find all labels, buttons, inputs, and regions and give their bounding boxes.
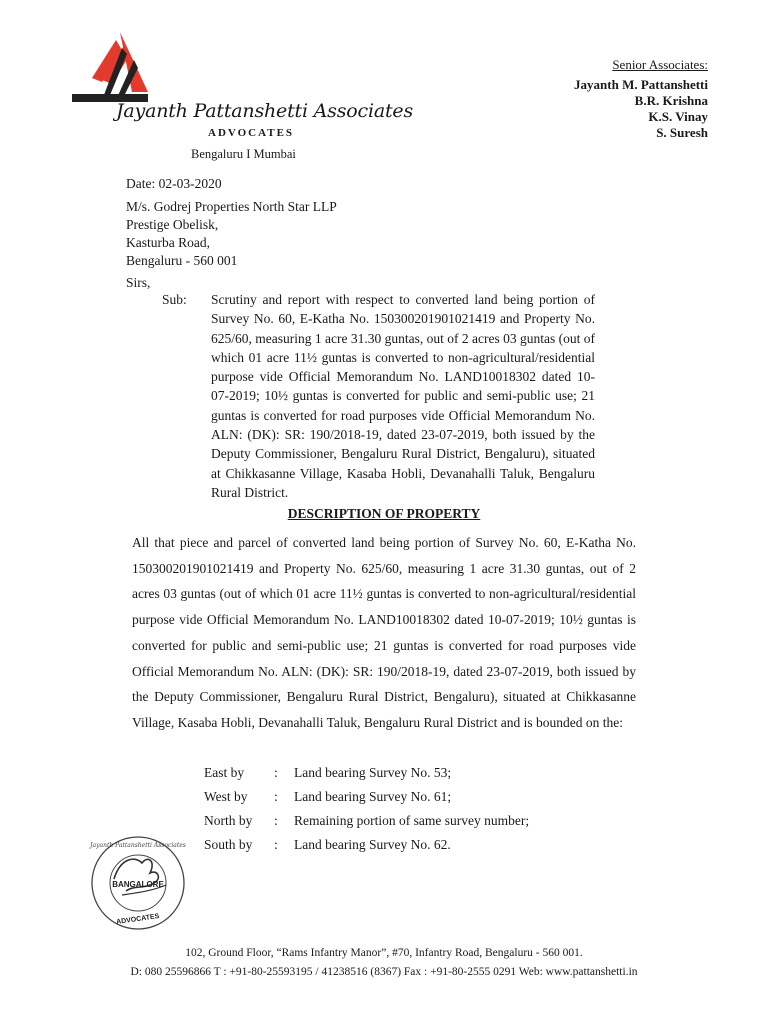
boundary-value: Land bearing Survey No. 53; — [294, 765, 452, 780]
senior-associate-name: B.R. Krishna — [634, 93, 708, 108]
recipient-line: Prestige Obelisk, — [126, 217, 219, 232]
advocates-seal-stamp — [86, 833, 196, 933]
firm-tagline: ADVOCATES — [208, 127, 295, 139]
recipient-line: Kasturba Road, — [126, 235, 210, 250]
senior-associate-name: S. Suresh — [656, 125, 708, 140]
footer-contact: D: 080 25596866 T : +91-80-25593195 / 41238516 (8367) Fax : +91-80-2555 0291 Web: www.pattanshetti.in — [130, 966, 638, 978]
boundary-colon: : — [274, 789, 278, 804]
firm-cities: Bengaluru I Mumbai — [191, 147, 296, 161]
boundary-value: Remaining portion of same survey number; — [294, 813, 530, 828]
senior-associates-heading: Senior Associates: — [612, 57, 708, 72]
description-text: All that piece and parcel of converted land being portion of Survey No. 60, E-Katha No. 150300201901021419 and Property No. 625/60, measuring 1 acre 31.30 guntas, out of 2 acres 03 guntas (out of which 01 acre 11½ guntas is converted to non-agricultural/residential purpose vide Official Memorandum No. LAND10018302 dated 10-07-2019; 10½ guntas is converted for public and semi-public use; 21 guntas is converted for road purposes vide Official Memorandum No. ALN: (DK): SR: 190/2018-19, dated 23-07-2019, both issued by the Deputy Commissioner, Bengaluru Rural District, Bengaluru), situated at Chikkasanne Village, Kasaba Hobli, Devanahalli Taluk, Bengaluru Rural District and is bounded on the: — [132, 535, 636, 730]
boundary-row — [204, 765, 451, 781]
subject-label: Sub: — [162, 292, 187, 307]
boundary-direction: West by — [204, 789, 248, 804]
seal-bottom-text: ADVOCATES — [115, 913, 160, 927]
recipient-line: Bengaluru - 560 001 — [126, 253, 238, 268]
boundary-colon: : — [274, 837, 278, 852]
boundary-value: Land bearing Survey No. 61; — [294, 789, 452, 804]
footer-address: 102, Ground Floor, “Rams Infantry Manor”, #70, Infantry Road, Bengaluru - 560 001. — [185, 947, 583, 959]
senior-associate-name: K.S. Vinay — [648, 109, 708, 124]
senior-associate-name: Jayanth M. Pattanshetti — [574, 77, 708, 92]
description-heading: DESCRIPTION OF PROPERTY — [287, 506, 481, 521]
seal-outer-text: Jayanth Pattanshetti Associates — [90, 842, 186, 849]
firm-name: Jayanth Pattanshetti Associates — [116, 100, 414, 122]
boundary-direction: North by — [204, 813, 253, 828]
boundary-direction: East by — [204, 765, 245, 780]
subject-text: Scrutiny and report with respect to converted land being portion of Survey No. 60, E-Katha No. 150300201901021419 and Property No. 625/60, measuring 1 acre 31.30 guntas, out of 2 acres 03 guntas (out of which 01 acre 11½ guntas is converted to non-agricultural/residential purpose vide Official Memorandum No. LAND10018302 dated 10-07-2019; 10½ guntas is converted for public and semi-public use; 21 guntas is converted for road purposes vide Official Memorandum No. ALN: (DK): SR: 190/2018-19, dated 23-07-2019, both issued by the Deputy Commissioner, Bengaluru Rural District, Bengaluru), situated at Chikkasanne Village, Kasaba Hobli, Devanahalli Taluk, Bengaluru Rural District. — [211, 292, 595, 500]
boundary-direction: South by — [204, 837, 253, 852]
letter-date: Date: 02-03-2020 — [126, 176, 222, 191]
boundary-value: Land bearing Survey No. 62. — [294, 837, 451, 852]
boundary-colon: : — [274, 765, 278, 780]
boundary-row — [204, 789, 451, 805]
boundary-colon: : — [274, 813, 278, 828]
salutation: Sirs, — [126, 275, 151, 290]
recipient-line: M/s. Godrej Properties North Star LLP — [126, 199, 337, 214]
firm-logo-icon — [72, 30, 152, 106]
boundary-row — [204, 813, 529, 829]
seal-center-text: BANGALORE — [112, 880, 164, 889]
boundary-row — [204, 837, 451, 853]
